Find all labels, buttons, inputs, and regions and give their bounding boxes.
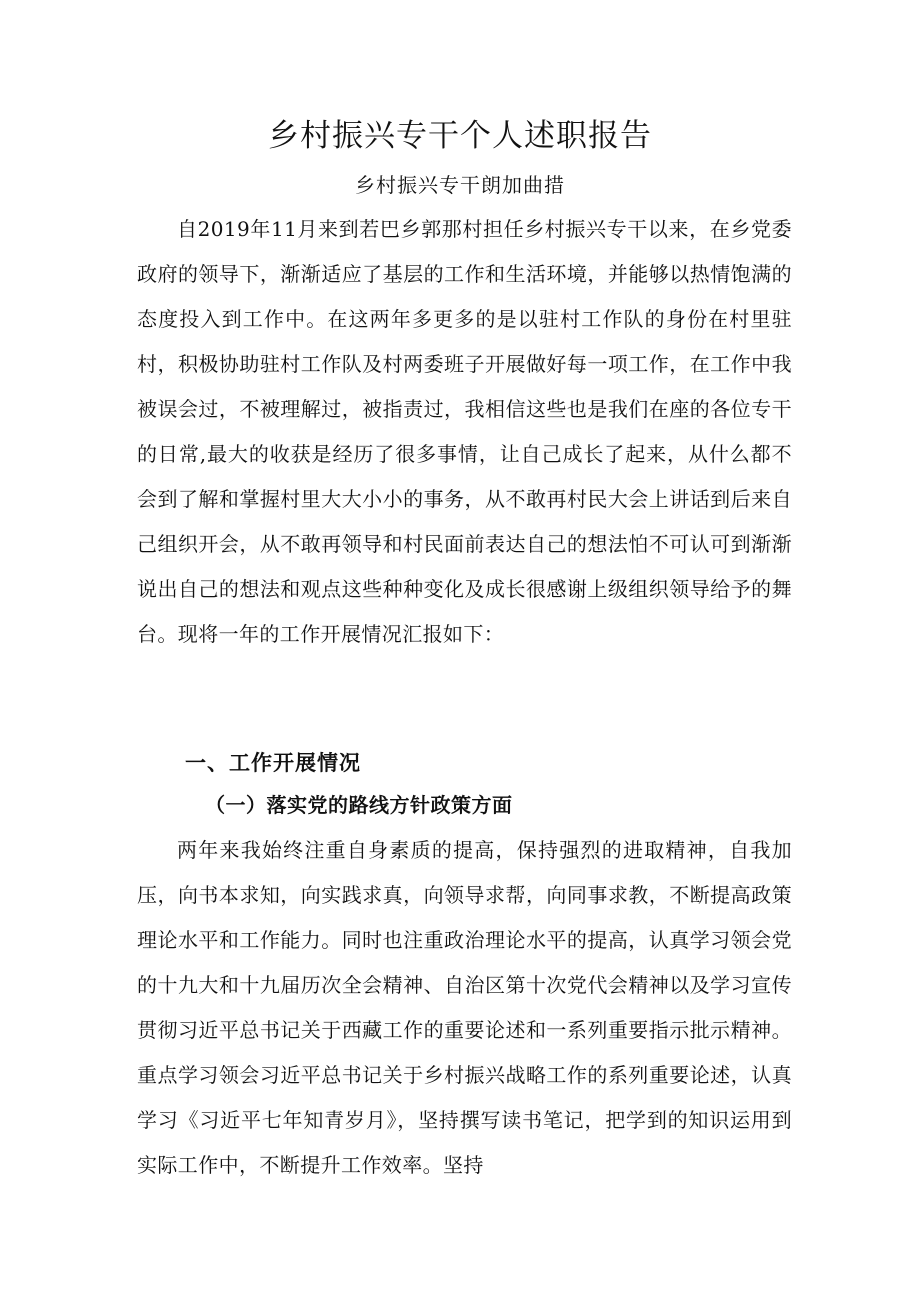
section-heading: 一、工作开展情况 [185, 751, 361, 775]
author-line: 乡村振兴专干朗加曲措 [355, 173, 565, 197]
section-paragraph: 两年来我始终注重自身素质的提高，保持强烈的进取精神，自我加压，向书本求知，向实践求真，向领导求帮，向同事求教，不断提高政策理论水平和工作能力。同时也注重政治理论水平的提高，认真学习领会党的十九大和十九届历次全会精神、自治区第十次党代会精神以及学习宣传贯彻习近平总书记关于西藏工作的重要论述和一系列重要指示批示精神。重点学习领会习近平总书记关于乡村振兴战略工作的系列重要论述，认真学习《习近平七年知青岁月》，坚持撰写读书笔记，把学到的知识运用到实际工作中，不断提升工作效率。坚持 [137, 838, 792, 1177]
intro-paragraph: 自2019年11月来到若巴乡郭那村担任乡村振兴专干以来，在乡党委政府的领导下，渐渐适应了基层的工作和生活环境，并能够以热情饱满的态度投入到工作中。在这两年多更多的是以驻村工作队的身份在村里驻村，积极协助驻村工作队及村两委班子开展做好每一项工作，在工作中我被误会过，不被理解过，被指责过，我相信这些也是我们在座的各位专干的日常,最大的收获是经历了很多事情，让自己成长了起来，从什么都不会到了解和掌握村里大大小小的事务，从不敢再村民大会上讲话到后来自己组织开会，从不敢再领导和村民面前表达自己的想法怕不可认可到渐渐说出自己的想法和观点这些种种变化及成长很感谢上级组织领导给予的舞台。现将一年的工作开展情况汇报如下： [137, 217, 792, 646]
document-title: 乡村振兴专干个人述职报告 [268, 118, 652, 154]
subsection-heading: （一）落实党的路线方针政策方面 [205, 793, 513, 817]
